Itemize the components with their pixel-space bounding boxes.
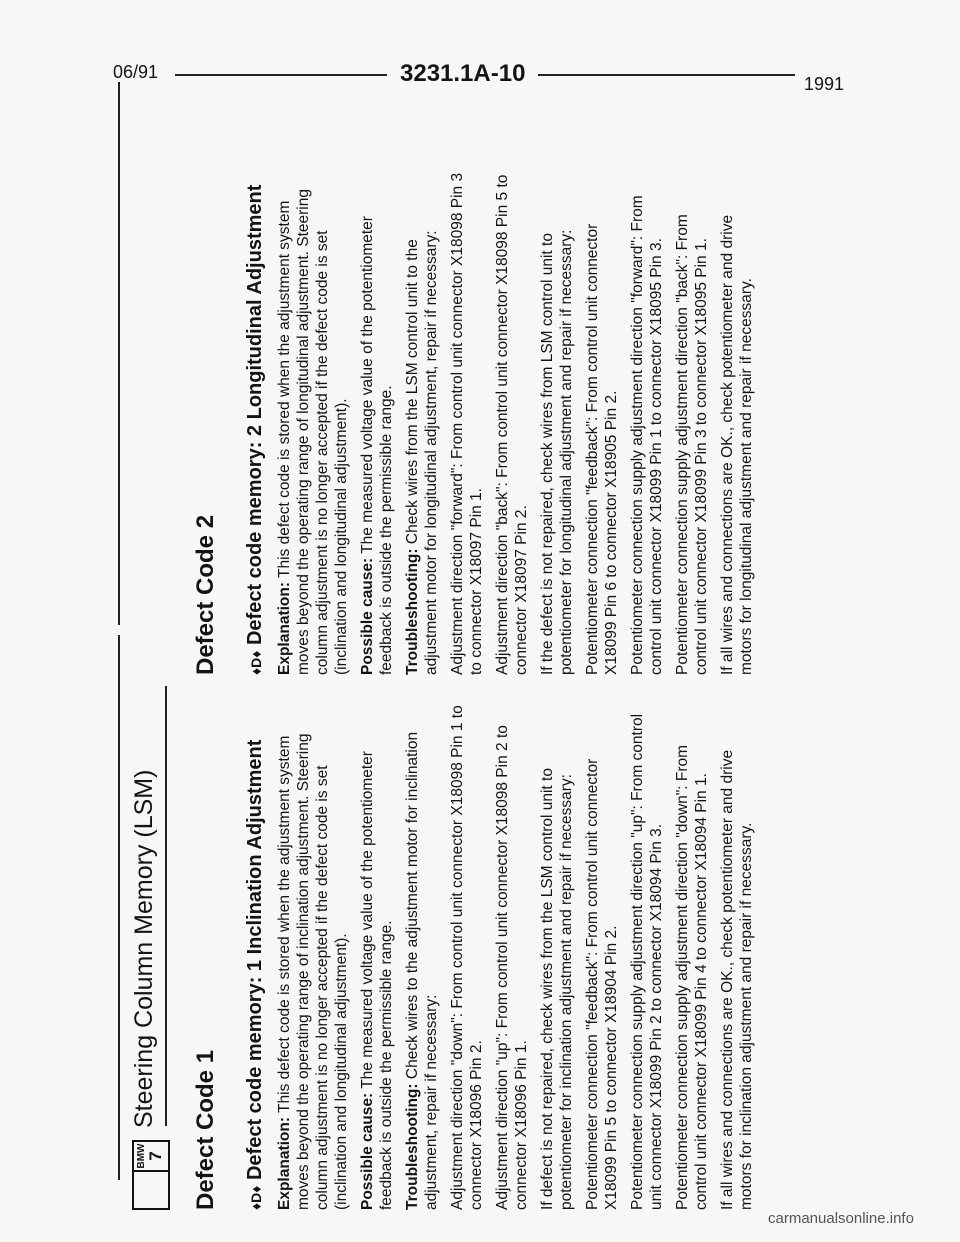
step-1-3: If defect is not repaired, check wires from the LSM control unit to potentiometer for inclination adjustment and repair if necessary: [539,768,575,1210]
bmw-logo [132,1140,170,1172]
bmw-logo-text: BMW [136,1143,147,1169]
step-1-6: Potentiometer connection supply adjustment direction "down": From control unit connector X18099 Pin 4 to connector X18094 Pin 1. [674,744,710,1210]
step-1-2: Adjustment direction "up": From control unit connector X18098 Pin 2 to connector X18096 Pin 1. [494,725,530,1210]
explanation-1 [275,705,351,1210]
step-2-4: Potentiometer connection "feedback": From control unit connector X18099 Pin 6 to connector X18905 Pin 2. [584,223,620,675]
binding-rule-lower [118,635,120,1180]
troubleshooting-text: Check wires from the LSM control unit to the adjustment motor for longitudinal adjustment, repair if necessary: [404,230,440,675]
page-number: 3231.1A-10 [400,60,526,87]
memory-title-2 [244,170,267,675]
step-1-5: Potentiometer connection supply adjustment direction "up": From control unit connector X18099 Pin 2 to connector X18094 Pin 3. [629,713,665,1210]
step-2-5: Potentiometer connection supply adjustment direction "forward": From control unit connector X18099 Pin 1 to connector X18095 Pin 3. [629,195,665,675]
memory-title-1-text: Defect code memory: 1 Inclination Adjustment [244,739,266,1181]
page-header [0,0,960,100]
explanation-2 [275,170,351,675]
diamond-d-mark: ♦D♦ [248,1185,264,1210]
header-date: 06/91 [113,62,159,82]
section-header [130,120,170,1210]
cause-text: The measured voltage value of the potentiometer feedback is outside the permissible range. [359,751,395,1210]
defect-code-2-heading: Defect Code 2 [192,514,219,675]
header-rule-right [538,74,795,76]
defect-code-1-heading: Defect Code 1 [192,1049,219,1210]
troubleshooting-2 [403,170,441,675]
cause-label: Possible cause: [359,557,376,675]
troubleshooting-label: Troubleshooting: [404,548,421,675]
rotated-sheet [130,120,810,1210]
series-number: 7 [146,1151,165,1161]
cause-1 [358,705,396,1210]
defect-code-1-column [192,705,763,1210]
defect-code-2-column [192,170,763,675]
memory-title-2-text: Defect code memory: 2 Longitudinal Adjustment [244,184,266,646]
header-year: 1991 [804,74,845,94]
binding-rule-upper [118,82,120,625]
step-2-3: If the defect is not repaired, check wires from LSM control unit to potentiometer for longitudinal adjustment and repair if necessary: [539,229,575,675]
step-2-1: Adjustment direction "forward": From control unit connector X18098 Pin 3 to connector X18097 Pin 1. [449,172,485,675]
step-2-2: Adjustment direction "back": From control unit connector X18098 Pin 5 to connector X18097 Pin 2. [494,174,530,675]
memory-title-1 [244,705,267,1210]
logo-blank-box [132,1170,170,1210]
step-1-1: Adjustment direction "down": From control unit connector X18098 Pin 1 to connector X18096 Pin 2. [449,705,485,1210]
section-title: Steering Column Memory (LSM) [130,769,158,1128]
explanation-label: Explanation: [276,1116,293,1210]
explanation-label: Explanation: [276,581,293,675]
step-2-6: Potentiometer connection supply adjustment direction "back": From control unit connector X18099 Pin 3 to connector X18095 Pin 1. [674,214,710,675]
header-rule-left [175,74,387,76]
troubleshooting-1 [403,705,441,1210]
diamond-d-mark: ♦D♦ [248,650,264,675]
cause-label: Possible cause: [359,1092,376,1210]
troubleshooting-label: Troubleshooting: [404,1083,421,1210]
cause-2 [358,170,396,675]
section-title-underline [165,686,167,1126]
step-2-7: If all wires and connections are OK., check potentiometer and drive motors for longitudinal adjustment and repair if necessary. [719,214,755,675]
watermark: carmanualsonline.info [768,1210,914,1227]
cause-text: The measured voltage value of the potentiometer feedback is outside the permissible range. [359,216,395,675]
step-1-7: If all wires and connections are OK., check potentiometer and drive motors for inclination adjustment and repair if necessary. [719,749,755,1210]
troubleshooting-text: Check wires to the adjustment motor for inclination adjustment, repair if necessary: [404,731,440,1210]
step-1-4: Potentiometer connection "feedback": From control unit connector X18099 Pin 5 to connector X18904 Pin 2. [584,758,620,1210]
explanation-text: This defect code is stored when the adjustment system moves beyond the operating range of inclination adjustment. Steering column adjustment is no longer accepted if the defect code is set (inclination and longitudinal adjustment). [276,733,350,1210]
explanation-text: This defect code is stored when the adjustment system moves beyond the operating range of longitudinal adjustment. Steering column adjustment is no longer accepted if the defect code is set (inclination and longitudinal adjustment). [276,189,350,675]
